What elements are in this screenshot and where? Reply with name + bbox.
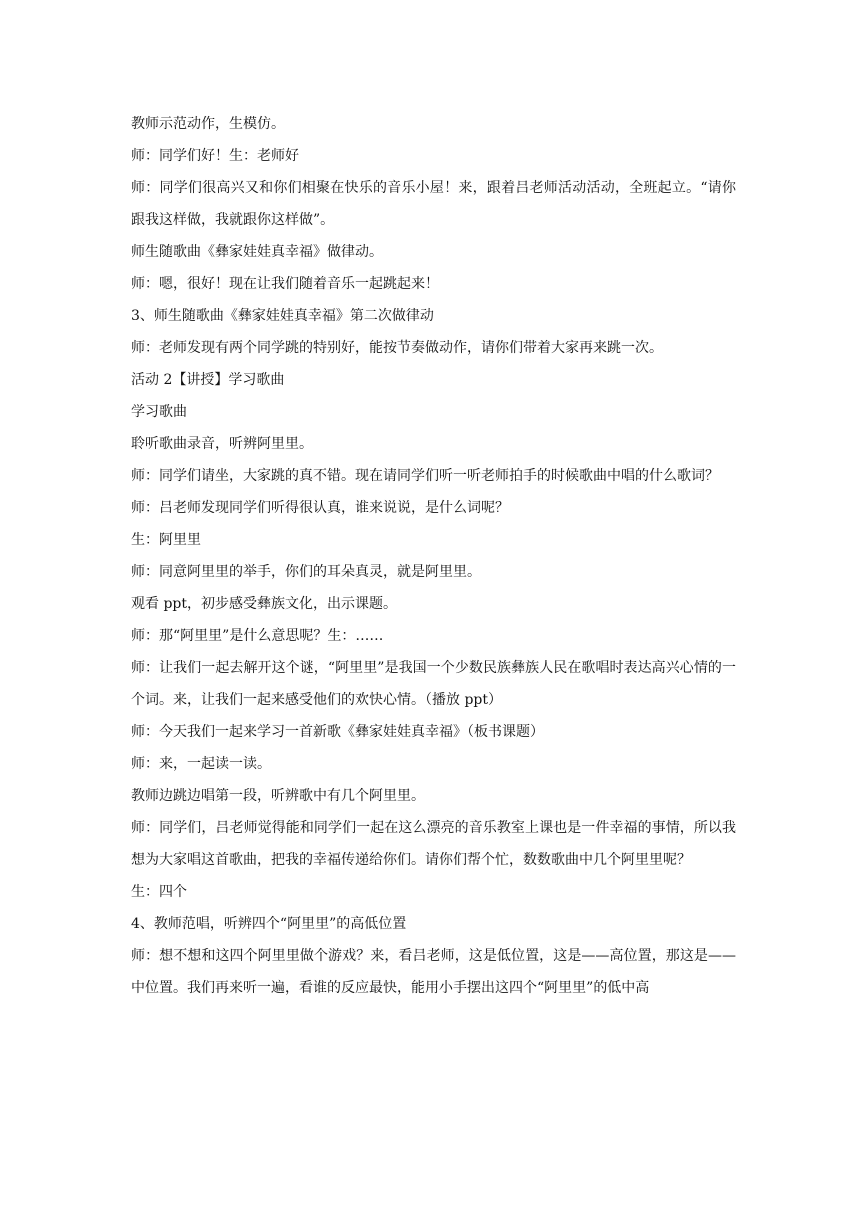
paragraph-7: 师：老师发现有两个同学跳的特别好，能按节奏做动作，请你们带着大家再来跳一次。 [131, 340, 663, 356]
paragraph-13: 生：阿里里 [131, 532, 201, 548]
paragraph-12: 师：吕老师发现同学们听得很认真，谁来说说，是什么词呢？ [131, 500, 509, 516]
paragraph-24: 师：想不想和这四个阿里里做个游戏？来，看吕老师，这是低位置，这是——高位置，那这是——中位置。我们再来听一遍，看谁的反应最快，能用小手摆出这四个“阿里里”的低中高 [131, 948, 736, 996]
paragraph-14: 师：同意阿里里的举手，你们的耳朵真灵，就是阿里里。 [131, 564, 481, 580]
paragraph-16: 师：那“阿里里”是什么意思呢？生：…… [131, 628, 384, 644]
paragraph-15: 观看 ppt，初步感受彝族文化，出示课题。 [131, 596, 397, 612]
paragraph-18: 师：今天我们一起来学习一首新歌《彝家娃娃真幸福》（板书课题） [131, 724, 544, 740]
paragraph-11: 师：同学们请坐，大家跳的真不错。现在请同学们听一听老师拍手的时候歌曲中唱的什么歌词？ [131, 468, 719, 484]
paragraph-22: 生：四个 [131, 884, 187, 900]
paragraph-20: 教师边跳边唱第一段，听辨歌中有几个阿里里。 [131, 788, 425, 804]
paragraph-6: 3、师生随歌曲《彝家娃娃真幸福》第二次做律动 [131, 308, 434, 324]
paragraph-23: 4、教师范唱，听辨四个“阿里里”的高低位置 [131, 916, 407, 932]
paragraph-9: 学习歌曲 [131, 404, 187, 420]
paragraph-21: 师：同学们，吕老师觉得能和同学们一起在这么漂亮的音乐教室上课也是一件幸福的事情，所以我想为大家唱这首歌曲，把我的幸福传递给你们。请你们帮个忙，数数歌曲中几个阿里里呢？ [131, 820, 736, 868]
paragraph-19: 师：来，一起读一读。 [131, 756, 271, 772]
paragraph-4: 师生随歌曲《彝家娃娃真幸福》做律动。 [131, 244, 383, 260]
paragraph-8: 活动 2【讲授】学习歌曲 [131, 372, 285, 388]
paragraph-2: 师：同学们好！生：老师好 [131, 148, 299, 164]
paragraph-3: 师：同学们很高兴又和你们相聚在快乐的音乐小屋！来，跟着吕老师活动活动，全班起立。“请你跟我这样做，我就跟你这样做”。 [131, 180, 736, 228]
paragraph-5: 师：嗯，很好！现在让我们随着音乐一起跳起来！ [131, 276, 439, 292]
paragraph-10: 聆听歌曲录音，听辨阿里里。 [131, 436, 313, 452]
paragraph-17: 师：让我们一起去解开这个谜，“阿里里”是我国一个少数民族彝族人民在歌唱时表达高兴心情的一个词。来，让我们一起来感受他们的欢快心情。（播放 ppt） [131, 660, 736, 708]
document-body [131, 108, 736, 1004]
paragraph-1: 教师示范动作，生模仿。 [131, 116, 285, 132]
